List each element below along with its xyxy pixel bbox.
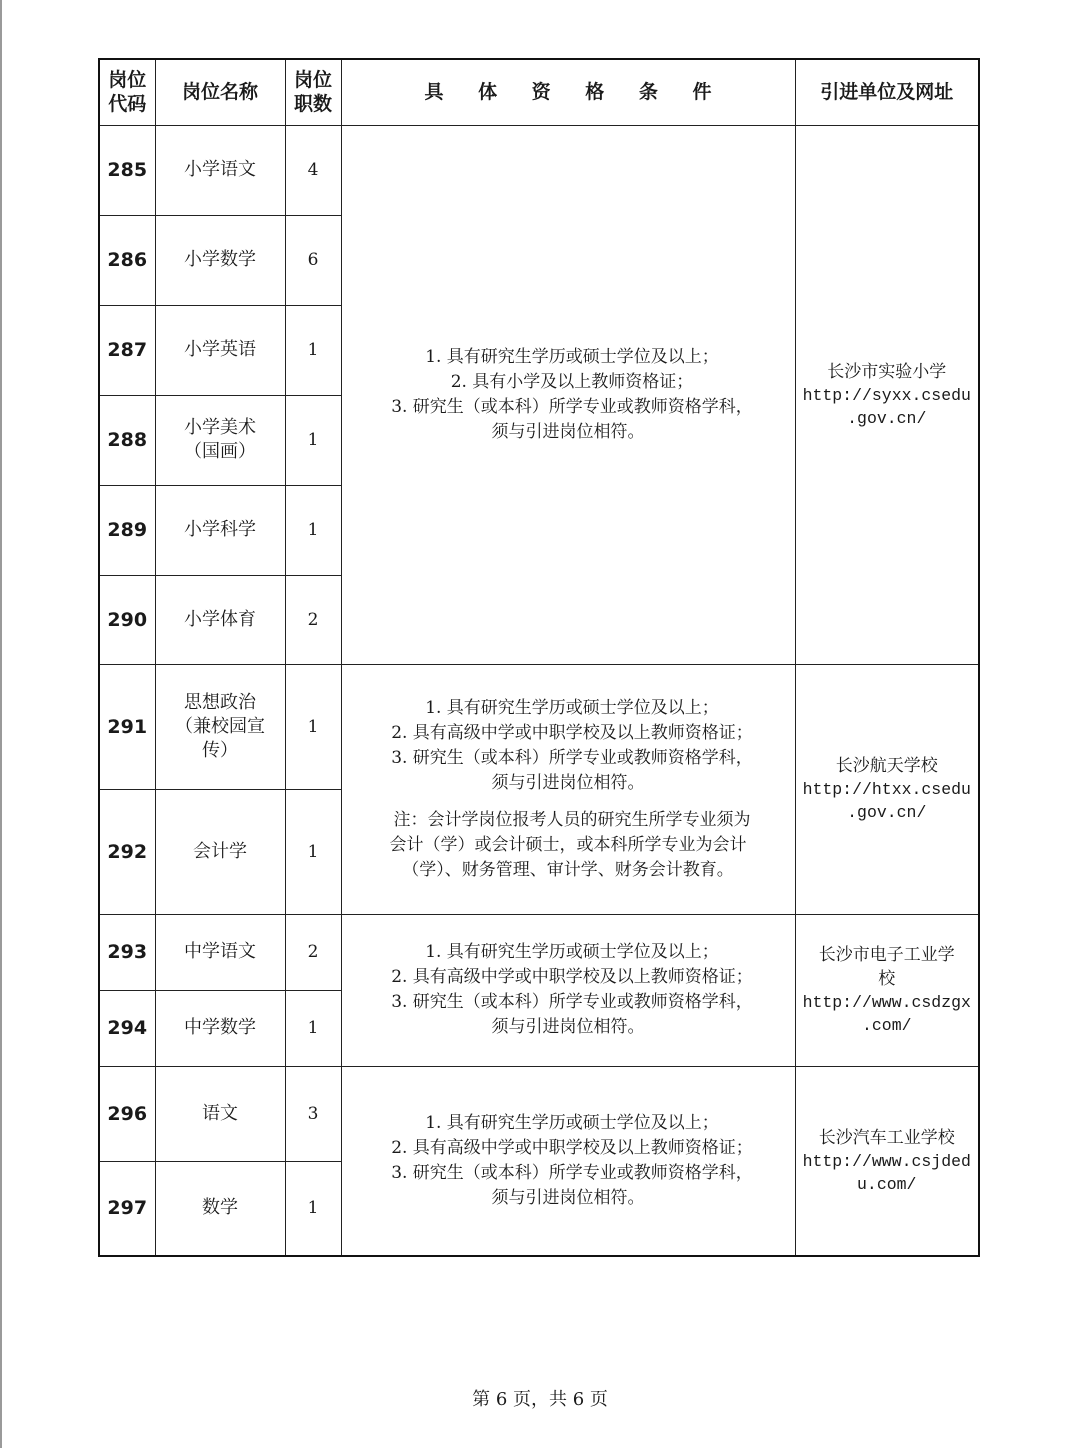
unit-name: 长沙市实验小学 (827, 361, 947, 382)
table-row (99, 1066, 979, 1161)
header-requirements: 具 体 资 格 条 件 (341, 59, 795, 125)
position-count: 1 (285, 1161, 341, 1256)
unit-url: .com/ (861, 1016, 912, 1035)
position-code: 293 (99, 914, 155, 990)
position-count: 1 (285, 485, 341, 575)
page-footer: 第 6 页，共 6 页 (472, 1389, 608, 1410)
header-name: 岗位名称 (155, 59, 285, 125)
note-text: 注：会计学岗位报考人员的研究生所学专业须为 (393, 809, 751, 830)
position-code: 287 (99, 305, 155, 395)
position-name: 思想政治 （兼校园宣 传） (155, 664, 285, 789)
table-header-row (99, 59, 979, 125)
table-row (99, 125, 979, 215)
requirements-cell: 1. 具有研究生学历或硕士学位及以上； 2. 具有高级中学或中职学校及以上教师资格证； 3. 研究生（或本科）所学专业或教师资格学科， 须与引进岗位相符。 注：会计学岗位报考人员的研究生所学专业须为 会计（学）或会计硕士，或本科所学专业为会计 （学）、财务管理、审计学、财务会计教育。 (341, 664, 795, 914)
table-row (99, 914, 979, 990)
position-name: 小学体育 (155, 575, 285, 664)
position-code: 288 (99, 395, 155, 485)
unit-cell (795, 914, 979, 1066)
unit-name: 长沙航天学校 (835, 756, 938, 776)
header-count: 岗位 职数 (285, 59, 341, 125)
position-name: 小学美术 （国画） (155, 395, 285, 485)
position-code: 291 (99, 664, 155, 789)
position-name: 小学数学 (155, 215, 285, 305)
position-count: 3 (285, 1066, 341, 1161)
position-code: 285 (99, 125, 155, 215)
unit-url: http://syxx.csedu (802, 385, 971, 405)
position-count: 1 (285, 789, 341, 914)
position-name: 会计学 (155, 789, 285, 914)
position-name: 数学 (155, 1161, 285, 1256)
position-count: 4 (285, 125, 341, 215)
position-count: 1 (285, 305, 341, 395)
unit-url: http://www.csdzgx (802, 993, 971, 1012)
position-count: 1 (285, 990, 341, 1066)
unit-url: .gov.cn/ (847, 803, 927, 822)
position-code: 286 (99, 215, 155, 305)
position-count: 2 (285, 914, 341, 990)
position-code: 292 (99, 789, 155, 914)
position-count: 6 (285, 215, 341, 305)
requirements-cell: 1. 具有研究生学历或硕士学位及以上； 2. 具有高级中学或中职学校及以上教师资格证； 3. 研究生（或本科）所学专业或教师资格学科， 须与引进岗位相符。 (341, 1066, 795, 1256)
requirements-cell: 1. 具有研究生学历或硕士学位及以上； 2. 具有高级中学或中职学校及以上教师资格证； 3. 研究生（或本科）所学专业或教师资格学科， 须与引进岗位相符。 (341, 914, 795, 1066)
position-name: 中学数学 (155, 990, 285, 1066)
position-count: 1 (285, 664, 341, 789)
position-code: 289 (99, 485, 155, 575)
unit-url: http://htxx.csedu (802, 780, 971, 799)
position-name: 小学科学 (155, 485, 285, 575)
unit-url: .gov.cn/ (847, 408, 927, 428)
unit-cell (795, 125, 979, 664)
table-row (99, 664, 979, 789)
page-edge (0, 0, 2, 1448)
header-code: 岗位 代码 (99, 59, 155, 125)
position-name: 小学语文 (155, 125, 285, 215)
positions-table (98, 58, 980, 1257)
position-count: 2 (285, 575, 341, 664)
position-code: 294 (99, 990, 155, 1066)
unit-cell (795, 664, 979, 914)
unit-cell (795, 1066, 979, 1256)
unit-url: u.com/ (857, 1174, 917, 1194)
position-name: 中学语文 (155, 914, 285, 990)
position-code: 290 (99, 575, 155, 664)
position-code: 297 (99, 1161, 155, 1256)
position-name: 小学英语 (155, 305, 285, 395)
unit-name: 长沙市电子工业学 校 (818, 945, 955, 989)
position-name: 语文 (155, 1066, 285, 1161)
position-code: 296 (99, 1066, 155, 1161)
header-unit: 引进单位及网址 (795, 59, 979, 125)
position-count: 1 (285, 395, 341, 485)
unit-name: 长沙汽车工业学校 (818, 1127, 955, 1148)
unit-url: http://www.csjded (802, 1151, 971, 1171)
requirements-cell: 1. 具有研究生学历或硕士学位及以上； 2. 具有小学及以上教师资格证； 3. 研究生（或本科）所学专业或教师资格学科， 须与引进岗位相符。 (341, 125, 795, 664)
